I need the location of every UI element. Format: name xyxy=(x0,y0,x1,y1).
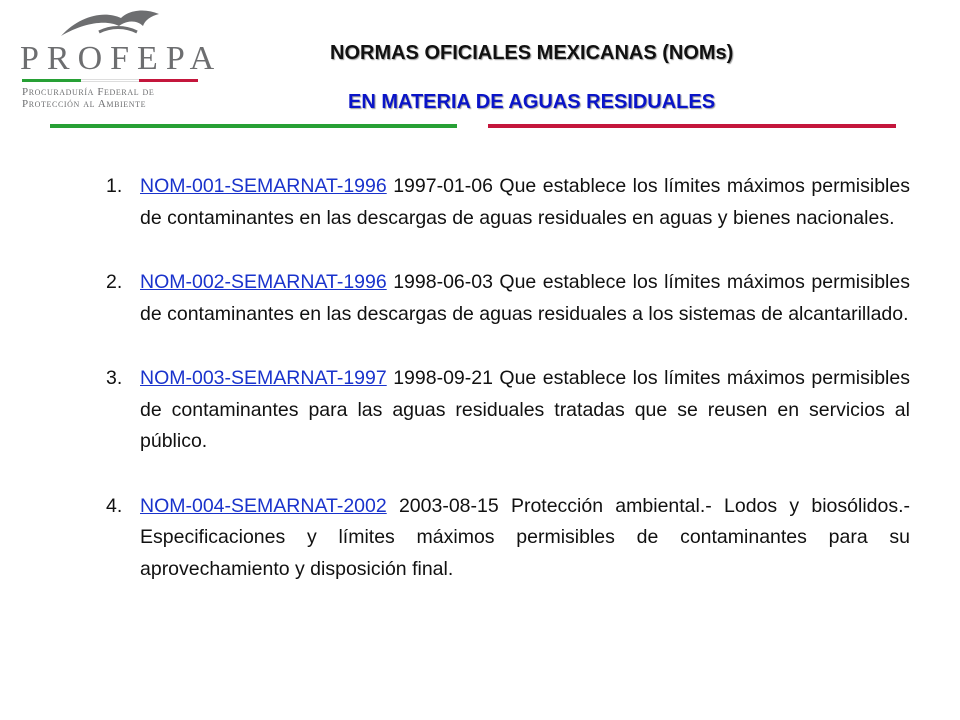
logo-wordmark: PROFEPA xyxy=(20,40,223,77)
list-item xyxy=(106,491,910,586)
item-body xyxy=(140,491,910,586)
list-item xyxy=(106,267,910,330)
nom-list xyxy=(106,171,910,618)
profepa-logo xyxy=(14,6,223,110)
logo-tricolor-bar xyxy=(22,79,198,82)
list-item xyxy=(106,363,910,458)
nom-link[interactable]: NOM-002-SEMARNAT-1996 xyxy=(140,271,387,293)
nom-link[interactable]: NOM-003-SEMARNAT-1997 xyxy=(140,367,387,389)
item-text: 1998-09-21 Que establece los límites máximos permisibles de contaminantes para las aguas residuales tratadas que se reusen en servicios al público. xyxy=(140,367,910,452)
divider-green xyxy=(50,124,457,128)
logo-subtitle xyxy=(22,86,154,110)
page-title: NORMAS OFICIALES MEXICANAS (NOMs) xyxy=(330,42,734,64)
item-body xyxy=(140,363,910,458)
list-item xyxy=(106,171,910,234)
item-number: 2. xyxy=(106,271,123,293)
item-text: 1998-06-03 Que establece los límites máximos permisibles de contaminantes en las descargas de aguas residuales a los sistemas de alcantarillado. xyxy=(140,271,910,325)
logo-subtitle-line2: Protección al Ambiente xyxy=(22,98,147,110)
item-number: 3. xyxy=(106,367,123,389)
item-number: 1. xyxy=(106,175,123,197)
nom-link[interactable]: NOM-004-SEMARNAT-2002 xyxy=(140,494,387,517)
logo-subtitle-line1: Procuraduría Federal de xyxy=(22,86,155,98)
item-text: 2003-08-15 Protección ambiental.- Lodos y biosólidos.-Especificaciones y límites máximos permisibles de contaminantes para su aprovechamiento y disposición final. xyxy=(140,494,910,580)
item-text: 1997-01-06 Que establece los límites máximos permisibles de contaminantes en las descargas de aguas residuales en aguas y bienes nacionales. xyxy=(140,175,910,229)
item-body xyxy=(140,171,910,234)
item-number: 4. xyxy=(106,494,123,517)
nom-link[interactable]: NOM-001-SEMARNAT-1996 xyxy=(140,175,387,197)
divider-red xyxy=(488,124,896,128)
page-subtitle: EN MATERIA DE AGUAS RESIDUALES xyxy=(348,91,716,113)
eagle-icon xyxy=(59,6,169,42)
item-body xyxy=(140,267,910,330)
